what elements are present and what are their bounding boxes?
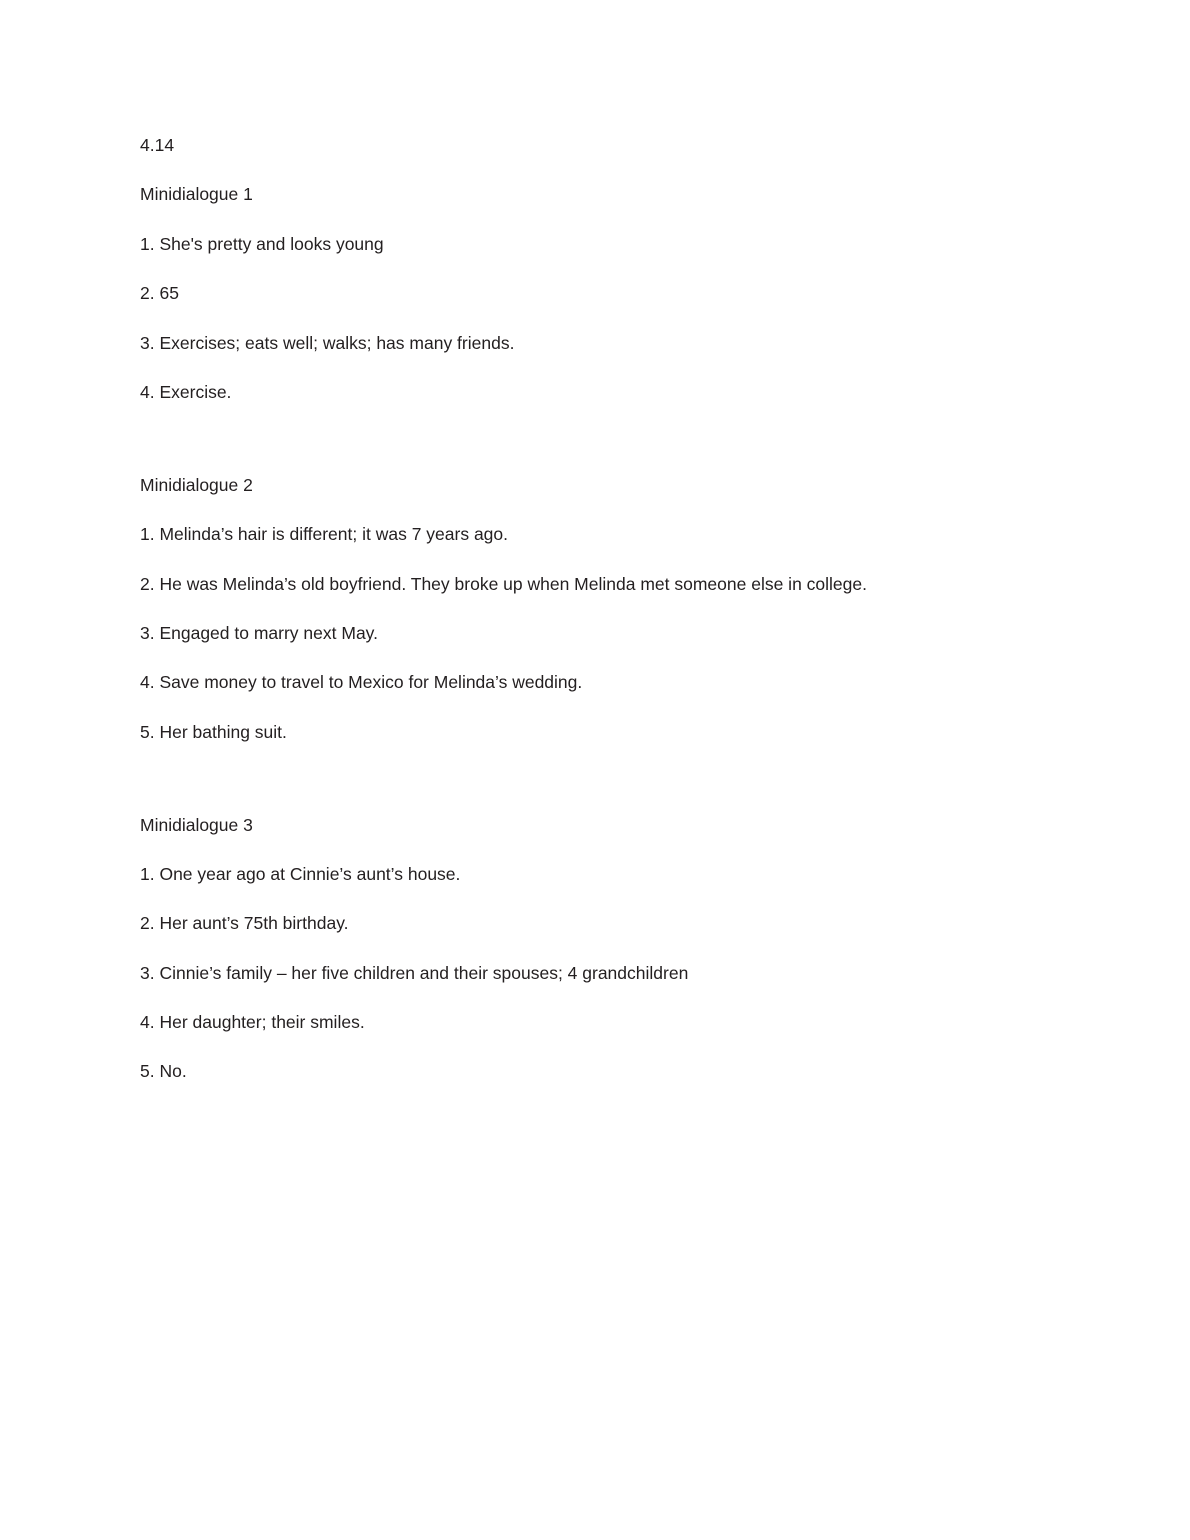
minidialogue-2-heading: Minidialogue 2	[140, 474, 253, 495]
minidialogue-2-block	[140, 475, 1050, 744]
minidialogue-3-answer-3: 3. Cinnie’s family – her five children and their spouses; 4 grandchildren	[140, 962, 689, 983]
minidialogue-1-answer-2: 2. 65	[140, 283, 179, 304]
minidialogue-3-answer-4: 4. Her daughter; their smiles.	[140, 1012, 365, 1032]
minidialogue-1-answer-4: 4. Exercise.	[140, 381, 232, 402]
minidialogue-2-answer-4: 4. Save money to travel to Mexico for Melinda’s wedding.	[140, 672, 583, 693]
minidialogue-2-answer-3: 3. Engaged to marry next May.	[140, 622, 378, 643]
minidialogue-1-answer-3: 3. Exercises; eats well; walks; has many friends.	[140, 332, 515, 353]
document-body	[140, 135, 1050, 1083]
page-title: 4.14	[140, 135, 175, 155]
minidialogue-3-block	[140, 815, 1050, 1084]
minidialogue-3-heading: Minidialogue 3	[140, 814, 253, 835]
minidialogue-3-answer-1: 1. One year ago at Cinnie’s aunt’s house.	[140, 863, 461, 884]
minidialogue-1-heading: Minidialogue 1	[140, 184, 253, 205]
minidialogue-1-block	[140, 184, 1050, 403]
minidialogue-2-answer-5: 5. Her bathing suit.	[140, 721, 287, 742]
minidialogue-3-answer-2: 2. Her aunt’s 75th birthday.	[140, 913, 349, 934]
minidialogue-2-answer-1: 1. Melinda’s hair is different; it was 7 years ago.	[140, 524, 509, 545]
minidialogue-3-answer-5: 5. No.	[140, 1061, 187, 1082]
minidialogue-1-answer-1: 1. She's pretty and looks young	[140, 233, 384, 254]
minidialogue-2-answer-2: 2. He was Melinda’s old boyfriend. They broke up when Melinda met someone else in college.	[140, 573, 867, 594]
